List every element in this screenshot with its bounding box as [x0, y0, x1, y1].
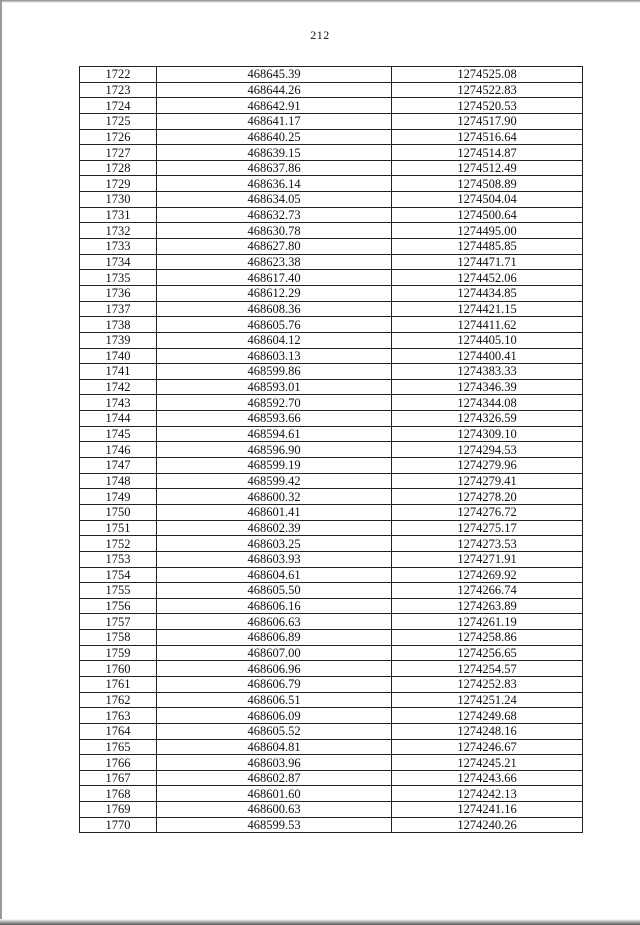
point-number-cell: 1754 — [80, 567, 157, 583]
y-coordinate-cell: 1274276.72 — [392, 504, 583, 520]
table-row — [80, 379, 583, 395]
y-coordinate-cell: 1274256.65 — [392, 645, 583, 661]
point-number-cell: 1735 — [80, 270, 157, 286]
y-coordinate-cell: 1274269.92 — [392, 567, 583, 583]
x-coordinate-cell: 468602.39 — [157, 520, 392, 536]
x-coordinate-cell: 468605.76 — [157, 317, 392, 333]
x-coordinate-cell: 468599.42 — [157, 473, 392, 489]
x-coordinate-cell: 468603.13 — [157, 348, 392, 364]
table-row — [80, 176, 583, 192]
table-row — [80, 567, 583, 583]
x-coordinate-cell: 468634.05 — [157, 192, 392, 208]
x-coordinate-cell: 468606.09 — [157, 708, 392, 724]
point-number-cell: 1731 — [80, 207, 157, 223]
point-number-cell: 1745 — [80, 426, 157, 442]
y-coordinate-cell: 1274512.49 — [392, 160, 583, 176]
table-row — [80, 426, 583, 442]
y-coordinate-cell: 1274251.24 — [392, 692, 583, 708]
y-coordinate-cell: 1274514.87 — [392, 145, 583, 161]
y-coordinate-cell: 1274279.41 — [392, 473, 583, 489]
x-coordinate-cell: 468601.60 — [157, 786, 392, 802]
y-coordinate-cell: 1274500.64 — [392, 207, 583, 223]
table-row — [80, 786, 583, 802]
point-number-cell: 1762 — [80, 692, 157, 708]
table-row — [80, 770, 583, 786]
point-number-cell: 1741 — [80, 364, 157, 380]
y-coordinate-cell: 1274266.74 — [392, 583, 583, 599]
y-coordinate-cell: 1274246.67 — [392, 739, 583, 755]
y-coordinate-cell: 1274309.10 — [392, 426, 583, 442]
x-coordinate-cell: 468603.25 — [157, 536, 392, 552]
y-coordinate-cell: 1274273.53 — [392, 536, 583, 552]
point-number-cell: 1737 — [80, 301, 157, 317]
y-coordinate-cell: 1274326.59 — [392, 411, 583, 427]
table-row — [80, 207, 583, 223]
y-coordinate-cell: 1274271.91 — [392, 551, 583, 567]
y-coordinate-cell: 1274240.26 — [392, 817, 583, 833]
x-coordinate-cell: 468640.25 — [157, 129, 392, 145]
table-row — [80, 364, 583, 380]
scan-edge-bottom — [0, 919, 640, 925]
y-coordinate-cell: 1274249.68 — [392, 708, 583, 724]
y-coordinate-cell: 1274508.89 — [392, 176, 583, 192]
x-coordinate-cell: 468601.41 — [157, 504, 392, 520]
point-number-cell: 1756 — [80, 598, 157, 614]
table-row — [80, 223, 583, 239]
point-number-cell: 1764 — [80, 723, 157, 739]
point-number-cell: 1723 — [80, 82, 157, 98]
x-coordinate-cell: 468606.96 — [157, 661, 392, 677]
point-number-cell: 1767 — [80, 770, 157, 786]
table-row — [80, 598, 583, 614]
x-coordinate-cell: 468604.61 — [157, 567, 392, 583]
x-coordinate-cell: 468612.29 — [157, 285, 392, 301]
point-number-cell: 1738 — [80, 317, 157, 333]
x-coordinate-cell: 468604.12 — [157, 332, 392, 348]
y-coordinate-cell: 1274522.83 — [392, 82, 583, 98]
y-coordinate-cell: 1274261.19 — [392, 614, 583, 630]
point-number-cell: 1748 — [80, 473, 157, 489]
table-row — [80, 723, 583, 739]
table-row — [80, 67, 583, 83]
y-coordinate-cell: 1274346.39 — [392, 379, 583, 395]
point-number-cell: 1757 — [80, 614, 157, 630]
table-row — [80, 160, 583, 176]
y-coordinate-cell: 1274252.83 — [392, 676, 583, 692]
x-coordinate-cell: 468637.86 — [157, 160, 392, 176]
table-row — [80, 332, 583, 348]
x-coordinate-cell: 468602.87 — [157, 770, 392, 786]
point-number-cell: 1753 — [80, 551, 157, 567]
table-row — [80, 489, 583, 505]
x-coordinate-cell: 468594.61 — [157, 426, 392, 442]
y-coordinate-cell: 1274263.89 — [392, 598, 583, 614]
point-number-cell: 1765 — [80, 739, 157, 755]
x-coordinate-cell: 468605.52 — [157, 723, 392, 739]
y-coordinate-cell: 1274421.15 — [392, 301, 583, 317]
table-row — [80, 739, 583, 755]
table-row — [80, 113, 583, 129]
y-coordinate-cell: 1274242.13 — [392, 786, 583, 802]
x-coordinate-cell: 468617.40 — [157, 270, 392, 286]
x-coordinate-cell: 468599.86 — [157, 364, 392, 380]
x-coordinate-cell: 468644.26 — [157, 82, 392, 98]
y-coordinate-cell: 1274245.21 — [392, 755, 583, 771]
scan-edge-top — [0, 0, 640, 3]
x-coordinate-cell: 468605.50 — [157, 583, 392, 599]
table-row — [80, 551, 583, 567]
y-coordinate-cell: 1274452.06 — [392, 270, 583, 286]
table-row — [80, 676, 583, 692]
x-coordinate-cell: 468608.36 — [157, 301, 392, 317]
point-number-cell: 1740 — [80, 348, 157, 364]
table-row — [80, 755, 583, 771]
y-coordinate-cell: 1274411.62 — [392, 317, 583, 333]
x-coordinate-cell: 468623.38 — [157, 254, 392, 270]
x-coordinate-cell: 468603.93 — [157, 551, 392, 567]
y-coordinate-cell: 1274241.16 — [392, 802, 583, 818]
point-number-cell: 1729 — [80, 176, 157, 192]
point-number-cell: 1722 — [80, 67, 157, 83]
point-number-cell: 1739 — [80, 332, 157, 348]
x-coordinate-cell: 468639.15 — [157, 145, 392, 161]
x-coordinate-cell: 468592.70 — [157, 395, 392, 411]
y-coordinate-cell: 1274517.90 — [392, 113, 583, 129]
point-number-cell: 1750 — [80, 504, 157, 520]
point-number-cell: 1734 — [80, 254, 157, 270]
x-coordinate-cell: 468632.73 — [157, 207, 392, 223]
x-coordinate-cell: 468636.14 — [157, 176, 392, 192]
table-row — [80, 583, 583, 599]
point-number-cell: 1755 — [80, 583, 157, 599]
x-coordinate-cell: 468606.89 — [157, 630, 392, 646]
y-coordinate-cell: 1274275.17 — [392, 520, 583, 536]
point-number-cell: 1758 — [80, 630, 157, 646]
point-number-cell: 1724 — [80, 98, 157, 114]
table-row — [80, 645, 583, 661]
table-row — [80, 708, 583, 724]
point-number-cell: 1744 — [80, 411, 157, 427]
point-number-cell: 1733 — [80, 239, 157, 255]
x-coordinate-cell: 468603.96 — [157, 755, 392, 771]
table-row — [80, 395, 583, 411]
y-coordinate-cell: 1274471.71 — [392, 254, 583, 270]
table-row — [80, 129, 583, 145]
y-coordinate-cell: 1274248.16 — [392, 723, 583, 739]
point-number-cell: 1726 — [80, 129, 157, 145]
point-number-cell: 1730 — [80, 192, 157, 208]
x-coordinate-cell: 468606.51 — [157, 692, 392, 708]
y-coordinate-cell: 1274400.41 — [392, 348, 583, 364]
scan-edge-left — [0, 0, 2, 925]
table-row — [80, 270, 583, 286]
point-number-cell: 1749 — [80, 489, 157, 505]
point-number-cell: 1751 — [80, 520, 157, 536]
table-row — [80, 692, 583, 708]
point-number-cell: 1727 — [80, 145, 157, 161]
y-coordinate-cell: 1274525.08 — [392, 67, 583, 83]
y-coordinate-cell: 1274485.85 — [392, 239, 583, 255]
y-coordinate-cell: 1274254.57 — [392, 661, 583, 677]
x-coordinate-cell: 468593.01 — [157, 379, 392, 395]
table-row — [80, 458, 583, 474]
point-number-cell: 1743 — [80, 395, 157, 411]
table-row — [80, 473, 583, 489]
y-coordinate-cell: 1274294.53 — [392, 442, 583, 458]
coordinates-table-body — [80, 67, 583, 833]
table-row — [80, 520, 583, 536]
table-row — [80, 817, 583, 833]
x-coordinate-cell: 468642.91 — [157, 98, 392, 114]
x-coordinate-cell: 468599.19 — [157, 458, 392, 474]
x-coordinate-cell: 468606.79 — [157, 676, 392, 692]
table-row — [80, 145, 583, 161]
x-coordinate-cell: 468604.81 — [157, 739, 392, 755]
y-coordinate-cell: 1274344.08 — [392, 395, 583, 411]
x-coordinate-cell: 468600.63 — [157, 802, 392, 818]
point-number-cell: 1769 — [80, 802, 157, 818]
table-row — [80, 442, 583, 458]
point-number-cell: 1770 — [80, 817, 157, 833]
table-row — [80, 411, 583, 427]
table-row — [80, 317, 583, 333]
table-row — [80, 239, 583, 255]
point-number-cell: 1766 — [80, 755, 157, 771]
y-coordinate-cell: 1274405.10 — [392, 332, 583, 348]
y-coordinate-cell: 1274243.66 — [392, 770, 583, 786]
point-number-cell: 1760 — [80, 661, 157, 677]
point-number-cell: 1725 — [80, 113, 157, 129]
table-row — [80, 661, 583, 677]
table-row — [80, 285, 583, 301]
point-number-cell: 1742 — [80, 379, 157, 395]
y-coordinate-cell: 1274278.20 — [392, 489, 583, 505]
y-coordinate-cell: 1274258.86 — [392, 630, 583, 646]
coordinates-table — [79, 66, 583, 833]
x-coordinate-cell: 468599.53 — [157, 817, 392, 833]
point-number-cell: 1746 — [80, 442, 157, 458]
x-coordinate-cell: 468596.90 — [157, 442, 392, 458]
y-coordinate-cell: 1274520.53 — [392, 98, 583, 114]
y-coordinate-cell: 1274434.85 — [392, 285, 583, 301]
table-row — [80, 254, 583, 270]
table-row — [80, 802, 583, 818]
x-coordinate-cell: 468593.66 — [157, 411, 392, 427]
point-number-cell: 1761 — [80, 676, 157, 692]
table-row — [80, 536, 583, 552]
y-coordinate-cell: 1274279.96 — [392, 458, 583, 474]
table-row — [80, 630, 583, 646]
x-coordinate-cell: 468645.39 — [157, 67, 392, 83]
y-coordinate-cell: 1274495.00 — [392, 223, 583, 239]
table-row — [80, 348, 583, 364]
point-number-cell: 1759 — [80, 645, 157, 661]
point-number-cell: 1768 — [80, 786, 157, 802]
point-number-cell: 1752 — [80, 536, 157, 552]
table-row — [80, 82, 583, 98]
table-row — [80, 192, 583, 208]
x-coordinate-cell: 468607.00 — [157, 645, 392, 661]
x-coordinate-cell: 468627.80 — [157, 239, 392, 255]
point-number-cell: 1763 — [80, 708, 157, 724]
table-row — [80, 301, 583, 317]
point-number-cell: 1747 — [80, 458, 157, 474]
point-number-cell: 1732 — [80, 223, 157, 239]
x-coordinate-cell: 468600.32 — [157, 489, 392, 505]
x-coordinate-cell: 468606.63 — [157, 614, 392, 630]
x-coordinate-cell: 468641.17 — [157, 113, 392, 129]
table-row — [80, 98, 583, 114]
table-row — [80, 504, 583, 520]
page-number: 212 — [310, 28, 330, 42]
y-coordinate-cell: 1274383.33 — [392, 364, 583, 380]
y-coordinate-cell: 1274504.04 — [392, 192, 583, 208]
table-row — [80, 614, 583, 630]
point-number-cell: 1736 — [80, 285, 157, 301]
point-number-cell: 1728 — [80, 160, 157, 176]
x-coordinate-cell: 468606.16 — [157, 598, 392, 614]
y-coordinate-cell: 1274516.64 — [392, 129, 583, 145]
x-coordinate-cell: 468630.78 — [157, 223, 392, 239]
